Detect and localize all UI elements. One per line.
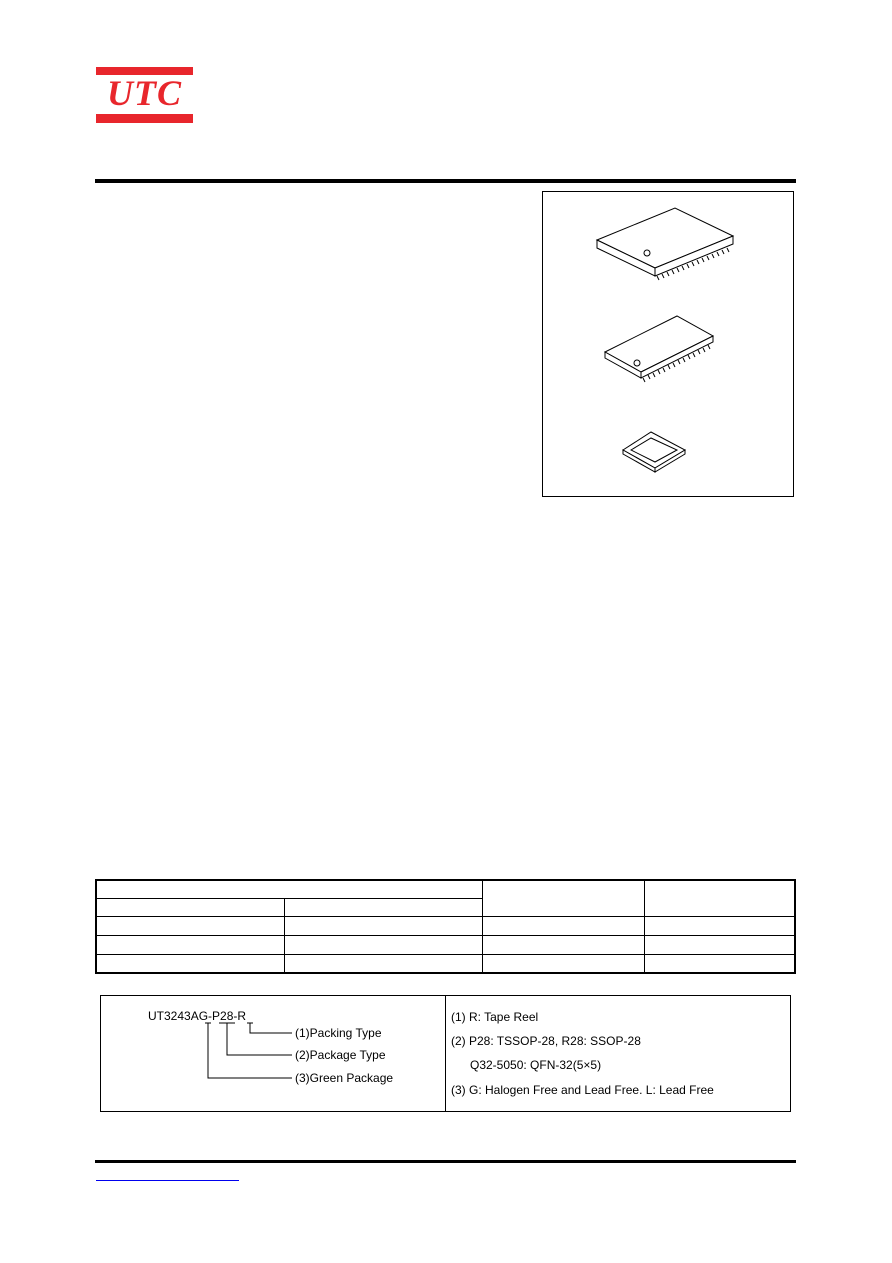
footer-link[interactable] <box>96 1171 239 1181</box>
part-number: UT3243AG-P28-R <box>148 1009 247 1023</box>
table-header-cell <box>644 880 795 916</box>
callout-green-package: (3)Green Package <box>295 1071 394 1085</box>
table-cell <box>285 916 483 935</box>
note-packing: (1) R: Tape Reel <box>451 1010 539 1024</box>
table-row <box>96 954 795 973</box>
table-cell <box>96 935 285 954</box>
package-drawings <box>543 192 795 498</box>
header-rule <box>95 179 796 183</box>
table-cell <box>285 954 483 973</box>
utc-logo <box>96 67 193 123</box>
part-number-decoder <box>100 995 791 1112</box>
ssop-28-package-icon <box>605 316 713 382</box>
callout-packing-type: (1)Packing Type <box>295 1026 382 1040</box>
table-header-cell <box>285 898 483 916</box>
table-cell <box>96 916 285 935</box>
footer-rule <box>95 1160 796 1163</box>
table-cell <box>644 954 795 973</box>
table-cell <box>483 916 644 935</box>
note-green: (3) G: Halogen Free and Lead Free. L: Lead Free <box>451 1083 714 1097</box>
logo-text: UTC <box>107 73 182 113</box>
table-row <box>96 935 795 954</box>
table-cell <box>285 935 483 954</box>
table-cell <box>483 954 644 973</box>
note-package: (2) P28: TSSOP-28, R28: SSOP-28 <box>451 1034 641 1048</box>
callout-package-type: (2)Package Type <box>295 1048 386 1062</box>
qfn-32-package-icon <box>623 432 685 472</box>
table-row <box>96 916 795 935</box>
table-cell <box>644 935 795 954</box>
table-cell <box>483 935 644 954</box>
table-header-cell <box>483 880 644 916</box>
ordering-information-table <box>95 879 796 974</box>
callout-lines <box>101 996 445 1111</box>
note-package-qfn: Q32-5050: QFN-32(5×5) <box>470 1058 602 1072</box>
table-header-cell <box>96 880 483 898</box>
table-cell <box>644 916 795 935</box>
tssop-28-package-icon <box>597 208 733 280</box>
table-cell <box>96 954 285 973</box>
package-images-box <box>542 191 794 497</box>
table-header-cell <box>96 898 285 916</box>
decoder-divider <box>445 996 446 1111</box>
